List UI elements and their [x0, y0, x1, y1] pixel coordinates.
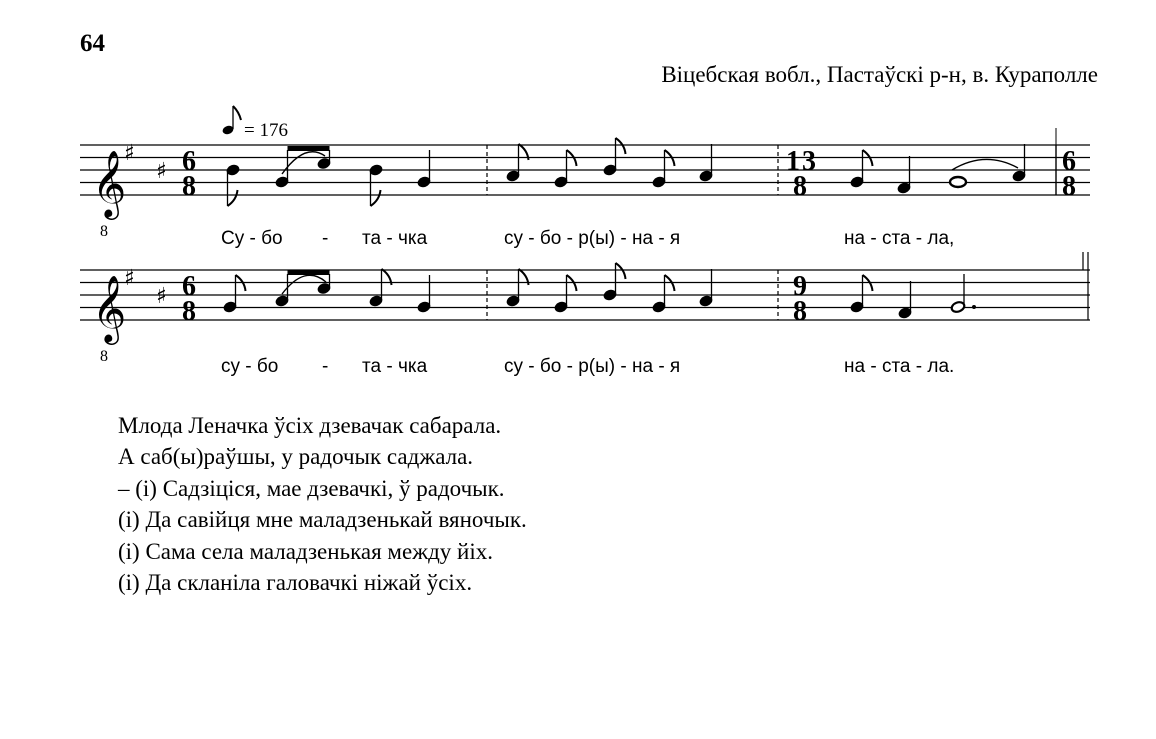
notes-measure-1 — [223, 269, 431, 313]
lyric-syllables: на - ста - ла, — [844, 228, 955, 249]
sharp-icon: ♯ — [124, 141, 135, 166]
staff-system-2 — [80, 252, 1090, 365]
lyric-syllables: та - чка — [362, 228, 428, 249]
time-signature — [786, 146, 816, 202]
svg-text:8: 8 — [793, 171, 807, 202]
notes-measure-3 — [850, 274, 976, 319]
verse-line: (і) Сама села маладзенькая между йіх. — [118, 538, 493, 564]
lyric-syllables: су - бо - р(ы) - на - я — [504, 228, 681, 249]
svg-text:6: 6 — [182, 146, 196, 177]
svg-text:8: 8 — [1062, 171, 1076, 202]
verse-line: (і) Да савійця мне маладзенькай вяночык. — [118, 507, 527, 533]
verse-line: Млода Леначка ўсіх дзевачак сабарала. — [118, 413, 502, 438]
time-signature — [793, 271, 807, 327]
lyric-syllables: - — [322, 356, 329, 377]
time-signature — [1062, 146, 1076, 202]
notes-measure-1 — [226, 146, 431, 206]
location-caption: Віцебская вобл., Пастаўскі р-н, в. Кураполле — [661, 62, 1098, 87]
sharp-icon: ♯ — [124, 266, 135, 291]
lyric-syllables: су - бо - р(ы) - на - я — [504, 356, 681, 377]
lyric-syllables: та - чка — [362, 356, 428, 377]
verse-line: А саб(ы)раўшы, у радочык саджала. — [118, 444, 474, 470]
lyric-syllables: - — [322, 228, 329, 249]
final-double-barline — [1083, 252, 1088, 320]
lyric-syllables: Су - бо — [221, 228, 283, 249]
treble-clef-icon: 𝄞 — [92, 274, 127, 342]
time-signature — [182, 146, 196, 202]
verse-line: (і) Да скланіла галовачкі ніжай ўсіх. — [118, 570, 473, 596]
tempo-value: = 176 — [244, 120, 288, 141]
verse-text — [118, 410, 527, 598]
clef-octave-label: 8 — [100, 223, 108, 240]
clef-octave-label: 8 — [100, 348, 108, 365]
lyric-syllables: на - ста - ла. — [844, 356, 955, 377]
sharp-icon: ♯ — [156, 159, 167, 184]
svg-text:8: 8 — [793, 296, 807, 327]
notes-measure-3 — [850, 144, 1026, 194]
svg-text:6: 6 — [182, 271, 196, 302]
svg-text:8: 8 — [182, 296, 196, 327]
lyric-syllables: су - бо — [221, 356, 279, 377]
treble-clef-icon: 𝄞 — [92, 149, 127, 217]
svg-text:13: 13 — [786, 146, 816, 177]
svg-text:8: 8 — [182, 171, 196, 202]
staff-system-1 — [80, 106, 1090, 240]
verse-line: – (і) Садзіціся, мае дзевачкі, ў радочык. — [118, 475, 505, 501]
svg-text:6: 6 — [1062, 146, 1076, 177]
sharp-icon: ♯ — [156, 284, 167, 309]
svg-text:9: 9 — [793, 271, 807, 302]
tempo-mark — [221, 106, 288, 141]
time-signature — [182, 271, 196, 327]
song-number: 64 — [80, 30, 105, 57]
staff-lines — [80, 270, 1090, 320]
